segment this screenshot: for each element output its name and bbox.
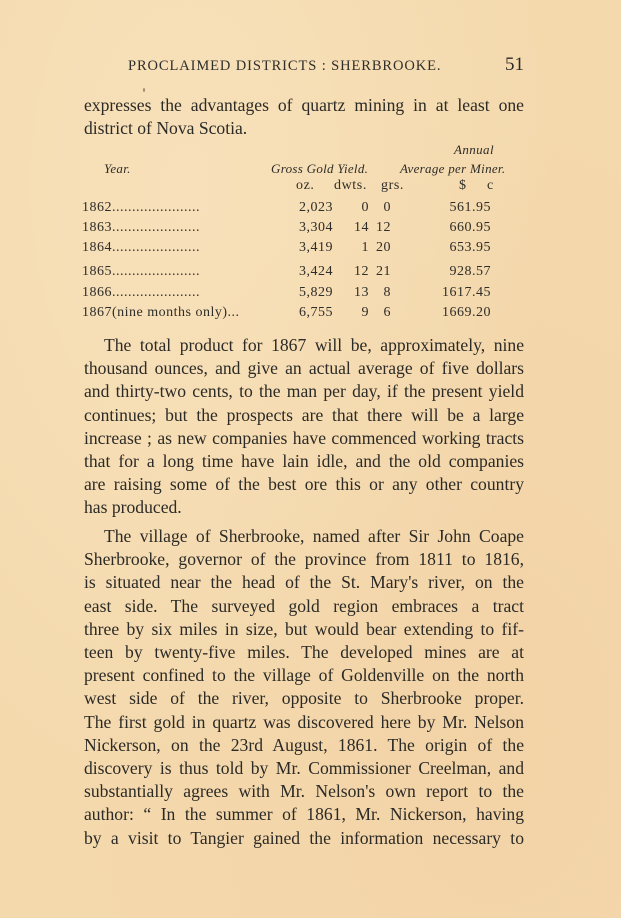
cell-oz: 5,829 [299, 285, 333, 300]
cell-dwts: 14 [354, 220, 369, 235]
cell-dwts: 13 [354, 285, 369, 300]
cell-average: 1669.20 [442, 305, 491, 320]
table-row [84, 220, 529, 240]
header-annual: Annual [454, 142, 494, 157]
text-line: Sherbrooke, governor of the province from 1811 to 1816, [84, 549, 524, 570]
text-line: west side of the river, opposite to Sherbrooke proper. [84, 688, 524, 709]
cell-average: 653.95 [449, 240, 491, 255]
text-line: The first gold in quartz was discovered here by Mr. Nelson [84, 711, 524, 732]
table-row [84, 305, 529, 325]
text-line: discovery is thus told by Mr. Commissioner Creelman, and [84, 758, 524, 779]
table-row [84, 200, 529, 220]
header-average-per-miner: Average per Miner. [400, 161, 506, 176]
cell-year: 1865...................... [82, 264, 200, 279]
table-row [84, 240, 529, 260]
cell-year: 1864...................... [82, 240, 200, 255]
text-line: increase ; as new companies have commenced working tracts [84, 427, 524, 448]
unit-dwts: dwts. [334, 178, 367, 193]
text-line: east side. The surveyed gold region embraces a tract [84, 595, 524, 616]
unit-grs: grs. [381, 178, 405, 193]
cell-average: 1617.45 [442, 285, 491, 300]
cell-grs: 6 [383, 305, 391, 320]
intro-paragraph [84, 94, 524, 140]
cell-dwts: 1 [361, 240, 369, 255]
text-line: three by six miles in size, but would bear extending to fif- [84, 618, 524, 639]
text-line: thousand ounces, and give an actual average of five dollars [84, 358, 524, 379]
text-line: teen by twenty-five miles. The developed mines are at [84, 642, 524, 663]
cell-dwts: 12 [354, 264, 369, 279]
text-line: The village of Sherbrooke, named after Sir John Coape [104, 526, 524, 546]
cell-dwts: 9 [361, 305, 369, 320]
cell-oz: 2,023 [299, 200, 333, 215]
page-number: 51 [505, 54, 524, 75]
cell-year: 1862...................... [82, 200, 200, 215]
unit-cents: c [487, 178, 494, 193]
cell-grs: 21 [376, 264, 391, 279]
running-head [128, 54, 524, 76]
text-line: and thirty-two cents, to the man per day, if the present yield [84, 381, 524, 402]
ink-speck [143, 88, 145, 92]
header-gross-yield: Gross Gold Yield. [271, 161, 369, 176]
text-line: present confined to the village of Goldenville on the north [84, 665, 524, 686]
paragraph-total-product [84, 334, 524, 520]
text-line: district of Nova Scotia. [84, 118, 248, 139]
cell-oz: 3,424 [299, 264, 333, 279]
text-line: is situated near the head of the St. Mary's river, on the [84, 572, 524, 593]
cell-average: 660.95 [449, 220, 491, 235]
text-line: continues; but the prospects are that there will be a large [84, 404, 524, 425]
text-line: expresses the advantages of quartz mining in at least one [84, 95, 524, 115]
text-line: The total product for 1867 will be, approximately, nine [104, 335, 524, 355]
cell-year: 1863...................... [82, 220, 200, 235]
table-row [84, 285, 529, 305]
cell-oz: 6,755 [299, 305, 333, 320]
cell-year: 1866...................... [82, 285, 200, 300]
text-line: has produced. [84, 497, 182, 518]
cell-average: 561.95 [449, 200, 491, 215]
cell-average: 928.57 [449, 264, 491, 279]
cell-oz: 3,419 [299, 240, 333, 255]
text-line: are raising some of the best ore this or any other country [84, 474, 524, 495]
unit-dollar: $ [459, 178, 467, 193]
text-line: author: “ In the summer of 1861, Mr. Nickerson, having [84, 804, 524, 825]
text-line: that for a long time have lain idle, and the old companies [84, 451, 524, 472]
running-head-title: PROCLAIMED DISTRICTS : SHERBROOKE. [128, 58, 442, 74]
header-year: Year. [104, 161, 131, 176]
unit-oz: oz. [296, 178, 315, 193]
cell-grs: 12 [376, 220, 391, 235]
cell-grs: 8 [383, 285, 391, 300]
text-line: Nickerson, on the 23rd August, 1861. The origin of the [84, 734, 524, 755]
cell-grs: 20 [376, 240, 391, 255]
cell-year: 1867(nine months only)... [82, 305, 240, 320]
table-row [84, 264, 529, 284]
text-line: by a visit to Tangier gained the information necessary to [84, 827, 524, 848]
cell-oz: 3,304 [299, 220, 333, 235]
cell-dwts: 0 [361, 200, 369, 215]
paragraph-sherbrooke-village [84, 525, 524, 850]
text-line: substantially agrees with Mr. Nelson's own report to the [84, 781, 524, 802]
cell-grs: 0 [383, 200, 391, 215]
